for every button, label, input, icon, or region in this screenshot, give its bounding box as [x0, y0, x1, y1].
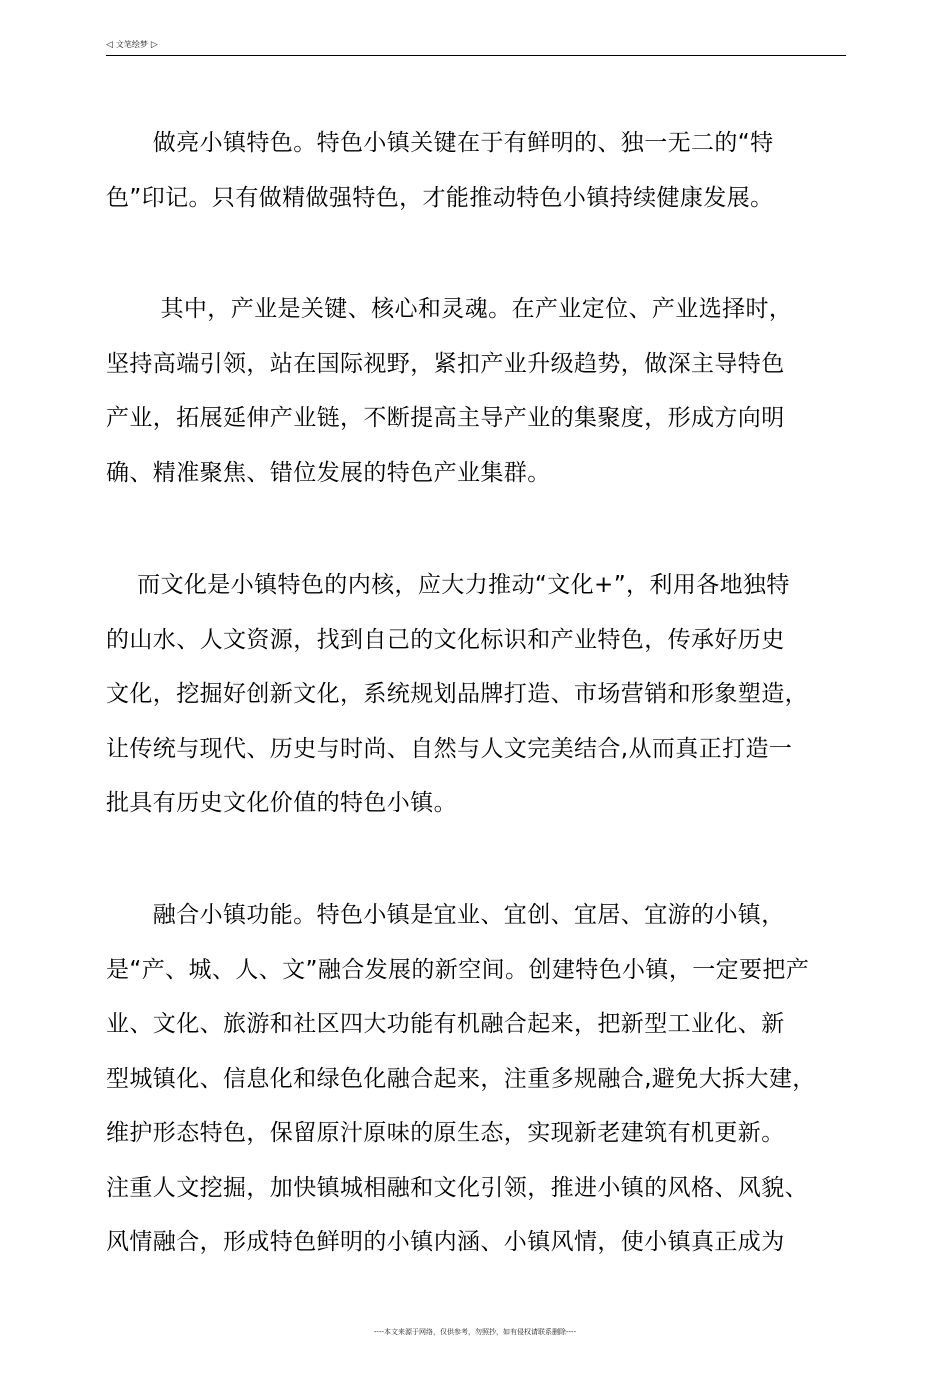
paragraph-line: 注重人文挖掘，加快镇城相融和文化引领，推进小镇的风格、风貌、: [106, 1174, 808, 1201]
paragraph-2: [106, 282, 866, 500]
paragraph-line: 其中，产业是关键、核心和灵魂。在产业定位、产业选择时，: [106, 296, 793, 322]
paragraph-line: 融合小镇功能。特色小镇是宜业、宜创、宜居、宜游的小镇，: [106, 902, 785, 928]
paragraph-line: 产业，拓展延伸产业链，不断提高主导产业的集聚度，形成方向明: [106, 405, 785, 431]
paragraph-line: 确、精准聚焦、错位发展的特色产业集群。: [106, 459, 551, 486]
paragraph-line: 的山水、人文资源，找到自己的文化标识和产业特色，传承好历史: [106, 626, 785, 653]
header-label: 文笔绘梦: [115, 40, 148, 49]
paragraph-line: 色”印记。只有做精做强特色，才能推动特色小镇持续健康发展。: [106, 184, 774, 211]
paragraph-line: 做亮小镇特色。特色小镇关键在于有鲜明的、独一无二的“特: [106, 130, 774, 156]
paragraph-line: 是“产、城、人、文”融合发展的新空间。创建特色小镇，一定要把产: [106, 956, 810, 983]
paragraph-4: [106, 888, 866, 1270]
paragraph-line: 风情融合，形成特色鲜明的小镇内涵、小镇风情，使小镇真正成为: [106, 1229, 785, 1255]
paragraph-line: 文化，挖掘好创新文化，系统规划品牌打造、市场营销和形象塑造，: [106, 681, 808, 707]
page-footer: ----本文来源于网络，仅供参考，勿照抄，如有侵权请联系删除----: [373, 1328, 577, 1336]
paragraph-line: 型城镇化、信息化和绿色化融合起来，注重多规融合,避免大拆大建，: [106, 1065, 816, 1092]
right-triangle-icon: ▷: [150, 40, 158, 50]
paragraph-line: 让传统与现代、历史与时尚、自然与人文完美结合,从而真正打造一: [106, 735, 793, 762]
paragraph-line: 而文化是小镇特色的内核，应大力推动“文化+”，利用各地独特: [106, 572, 790, 598]
paragraph-line: 业、文化、旅游和社区四大功能有机融合起来，把新型工业化、新: [106, 1011, 785, 1037]
paragraph-3: [106, 558, 866, 831]
paragraph-1: [106, 116, 866, 225]
paragraph-line: 维护形态特色，保留原汁原味的原生态，实现新老建筑有机更新。: [106, 1120, 785, 1146]
paragraph-line: 批具有历史文化价值的特色小镇。: [106, 790, 457, 816]
paragraph-line: 坚持高端引领，站在国际视野，紧扣产业升级趋势，做深主导特色: [106, 350, 785, 377]
left-triangle-icon: ◁: [106, 40, 113, 50]
page-header: [106, 39, 846, 56]
